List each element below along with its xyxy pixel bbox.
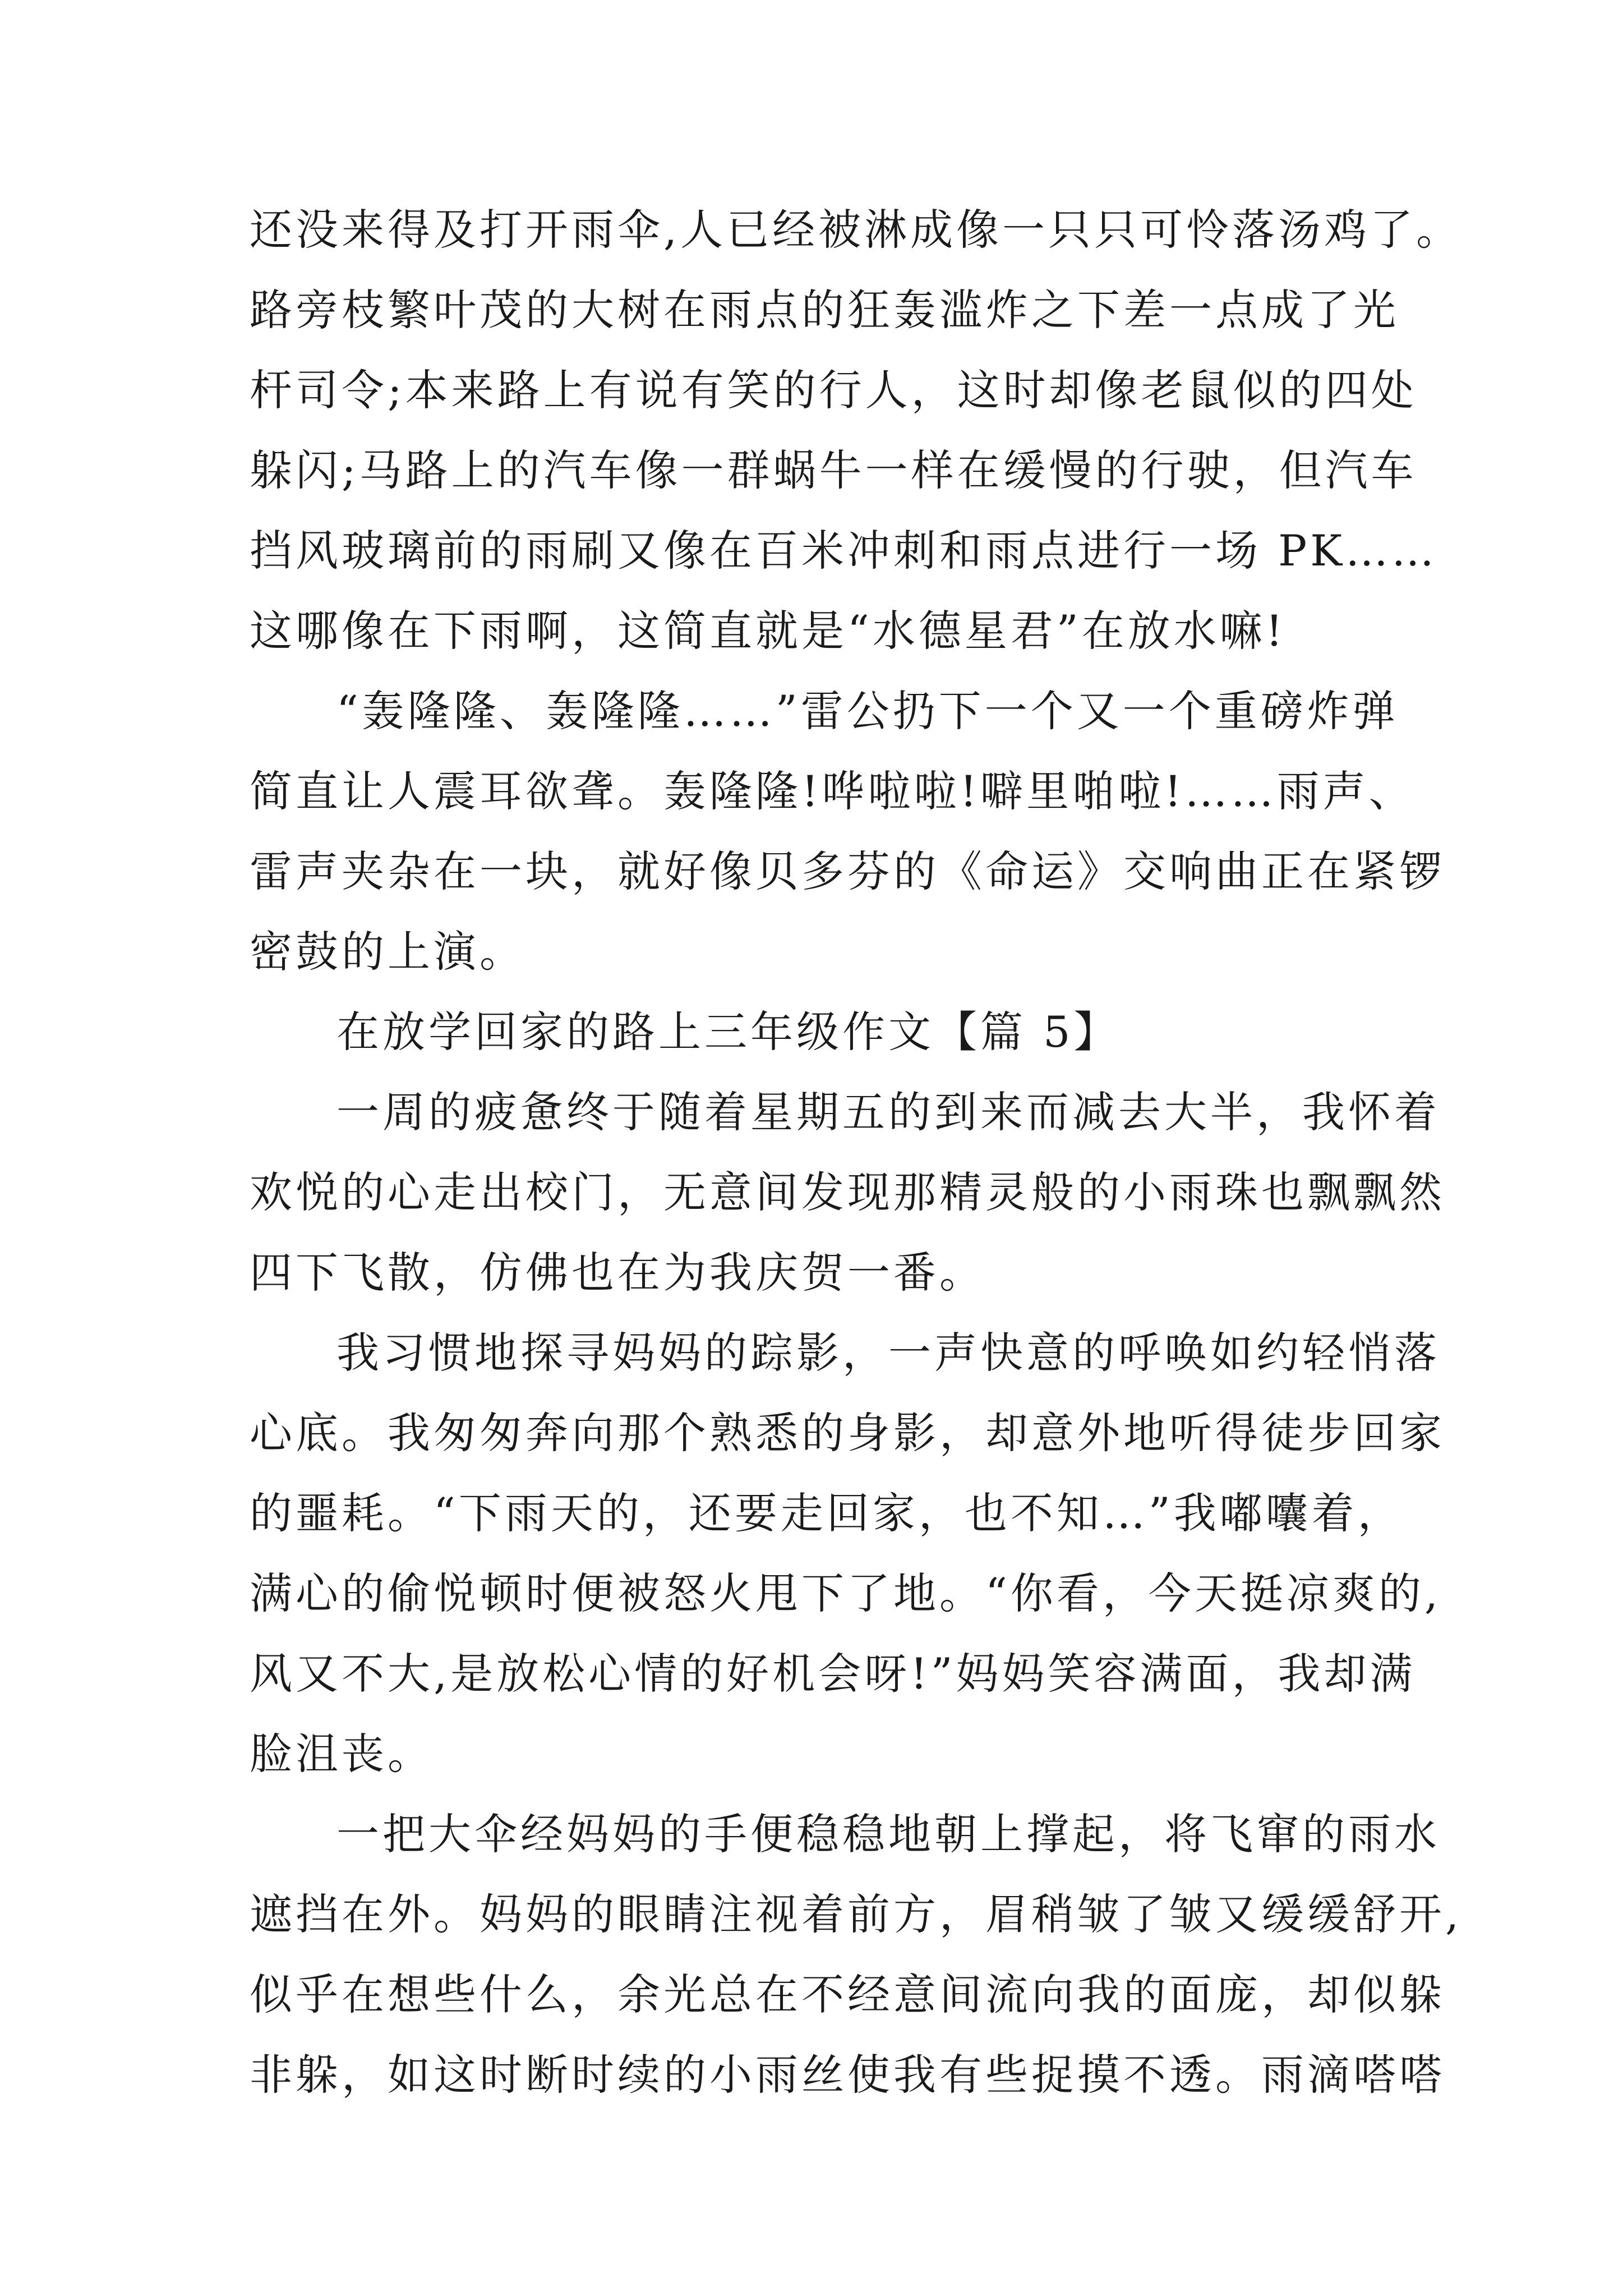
text-line: 简直让人震耳欲聋。轰隆隆!哗啦啦!噼里啪啦!……雨声、 [250, 766, 1415, 816]
text-line: 还没来得及打开雨伞,人已经被淋成像一只只可怜落汤鸡了。 [250, 205, 1463, 255]
text-line: 的噩耗。“下雨天的，还要走回家，也不知…”我嘟囔着， [250, 1488, 1404, 1538]
text-line: 杆司令;本来路上有说有笑的行人，这时却像老鼠似的四处 [250, 365, 1417, 415]
text-line: 风又不大,是放松心情的好机会呀!”妈妈笑容满面，我却满 [250, 1649, 1416, 1699]
text-line: 一周的疲惫终于随着星期五的到来而减去大半，我怀着 [336, 1087, 1440, 1137]
text-line: 一把大伞经妈妈的手便稳稳地朝上撑起，将飞窜的雨水 [336, 1809, 1440, 1859]
text-line: 挡风玻璃前的雨刷又像在百米冲刺和雨点进行一场 PK…… [250, 526, 1438, 576]
text-line: 心底。我匆匆奔向那个熟悉的身影，却意外地听得徒步回家 [250, 1408, 1445, 1458]
text-line: 脸沮丧。 [250, 1729, 434, 1779]
text-line: 四下飞散，仿佛也在为我庆贺一番。 [250, 1248, 985, 1297]
text-line: 路旁枝繁叶茂的大树在雨点的狂轰滥炸之下差一点成了光 [250, 285, 1399, 335]
text-line: 雷声夹杂在一块，就好像贝多芬的《命运》交响曲正在紧锣 [250, 846, 1445, 896]
text-line: 似乎在想些什么，余光总在不经意间流向我的面庞，却似躲 [250, 1970, 1445, 2019]
text-line: 躲闪;马路上的汽车像一群蜗牛一样在缓慢的行驶，但汽车 [250, 445, 1417, 495]
text-line: 非躲，如这时断时续的小雨丝使我有些捉摸不透。雨滴嗒嗒 [250, 2050, 1445, 2100]
text-line: 遮挡在外。妈妈的眼睛注视着前方，眉稍皱了皱又缓缓舒开, [250, 1889, 1463, 1939]
text-line: 我习惯地探寻妈妈的踪影，一声快意的呼唤如约轻悄落 [336, 1328, 1440, 1378]
section-heading: 在放学回家的路上三年级作文【篇 5】 [336, 1007, 1120, 1057]
text-line: 这哪像在下雨啊，这简直就是“水德星君”在放水嘛! [250, 606, 1287, 656]
text-line: 密鼓的上演。 [250, 927, 525, 977]
text-line: “轰隆隆、轰隆隆……”雷公扔下一个又一个重磅炸弹 [336, 686, 1399, 736]
text-line: 欢悦的心走出校门，无意间发现那精灵般的小雨珠也飘飘然 [250, 1167, 1445, 1217]
text-line: 满心的偷悦顿时便被怒火甩下了地。“你看，今天挺凉爽的, [250, 1568, 1442, 1618]
